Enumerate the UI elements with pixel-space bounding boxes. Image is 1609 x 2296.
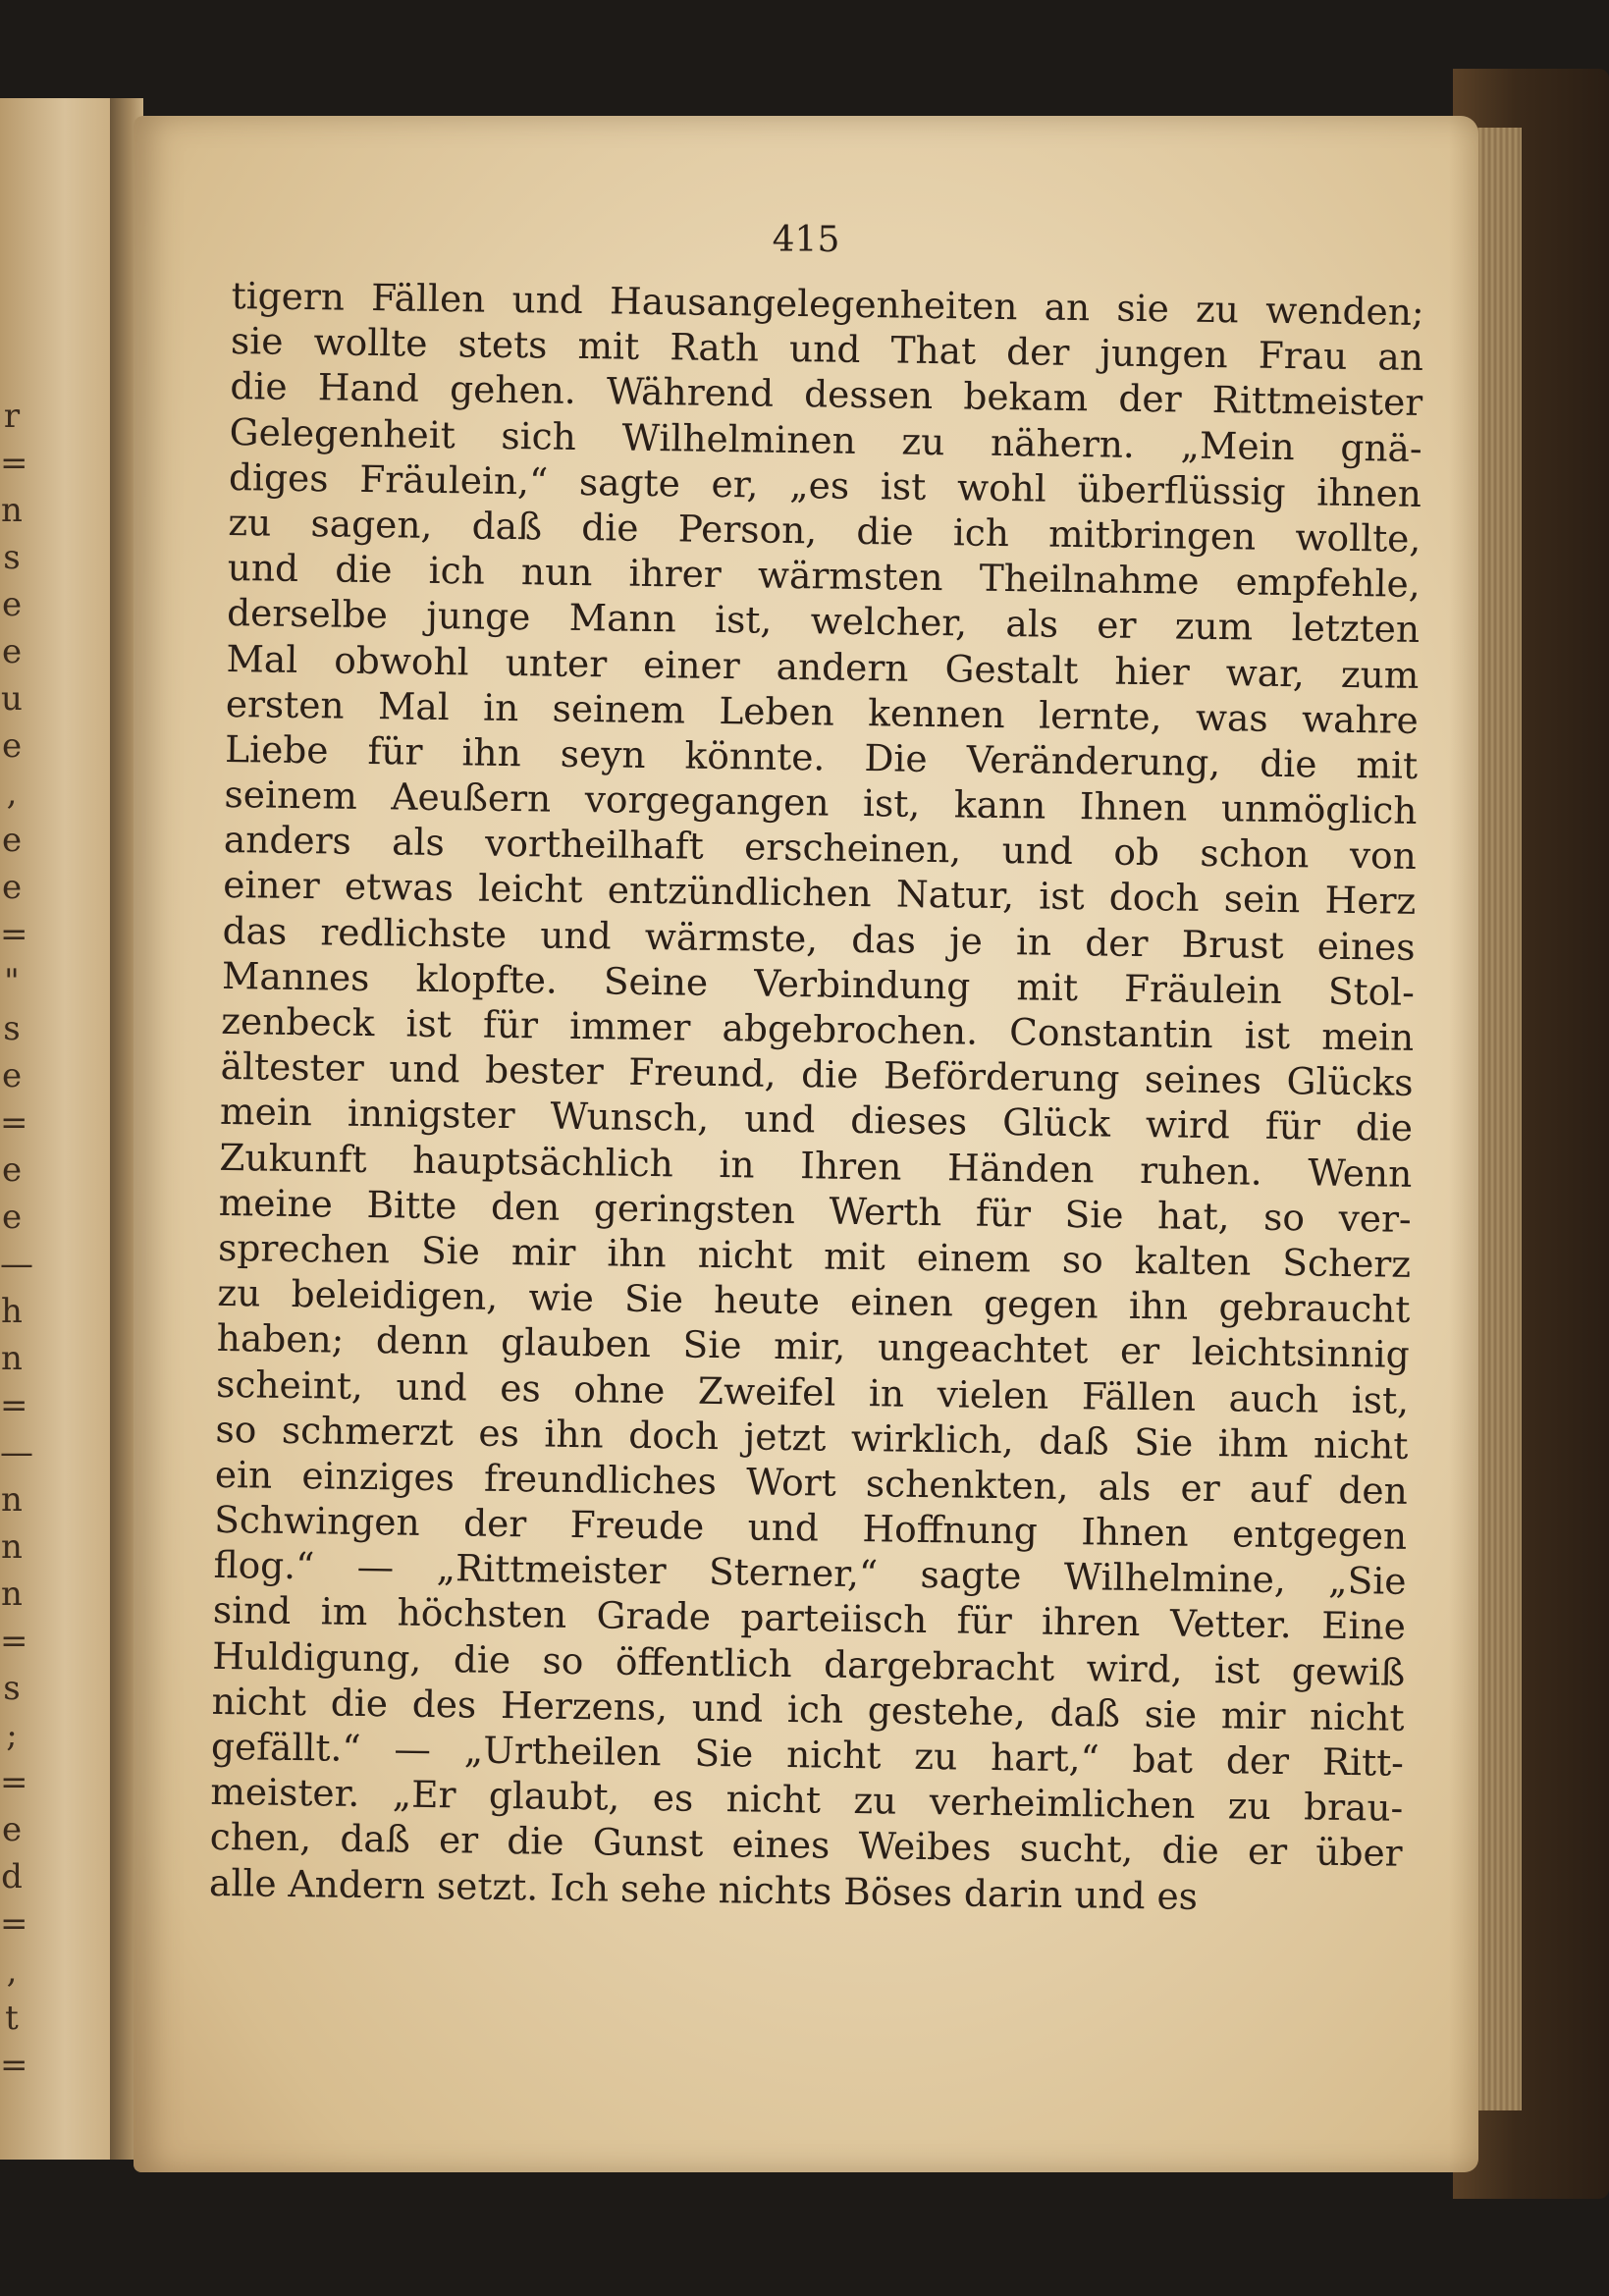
left-edge-glyph: n xyxy=(1,491,23,530)
left-edge-glyph: — xyxy=(0,1433,33,1472)
left-edge-glyph: e xyxy=(1,632,23,671)
left-edge-glyph: = xyxy=(0,1904,28,1944)
left-edge-glyph: = xyxy=(0,915,28,954)
text-line: die Hand gehen. Während dessen bekam der Rittmeister xyxy=(230,364,1423,425)
text-line: Huldigung, die so öffentlich dargebracht wird, ist gewiß xyxy=(212,1633,1406,1694)
text-line: so schmerzt es ihn doch jetzt wirklich, daß Sie ihm nicht xyxy=(215,1407,1409,1468)
left-edge-glyph: n xyxy=(1,1527,23,1567)
left-edge-glyph: d xyxy=(1,1857,23,1896)
left-edge-glyph: = xyxy=(0,1763,28,1802)
left-edge-glyph: t xyxy=(5,1999,19,2038)
text-line: sprechen Sie mir ihn nicht mit einem so kalten Scherz xyxy=(217,1225,1412,1286)
left-edge-glyph: u xyxy=(1,679,23,719)
left-edge-glyph: e xyxy=(1,1198,23,1237)
left-edge-glyph: ; xyxy=(6,1716,18,1755)
left-edge-glyph: e xyxy=(1,585,23,624)
text-line: Schwingen der Freude und Hoffnung Ihnen entgegen xyxy=(213,1497,1408,1558)
left-edge-glyph: = xyxy=(0,2046,28,2085)
text-line: mein innigster Wunsch, und dieses Glück wird für die xyxy=(219,1090,1414,1150)
text-line: einer etwas leicht entzündlichen Natur, ist doch sein Herz xyxy=(222,863,1417,924)
left-edge-glyph: = xyxy=(0,1622,28,1661)
left-edge-glyph: e xyxy=(1,1150,23,1190)
left-edge-glyph: e xyxy=(1,821,23,860)
text-line: Mannes klopfte. Seine Verbindung mit Fräulein Stol- xyxy=(221,953,1416,1014)
text-line: derselbe junge Mann ist, welcher, als er zum letzten xyxy=(226,591,1421,652)
left-edge-glyph: h xyxy=(1,1292,23,1331)
text-line: diges Fräulein,“ sagte er, „es ist wohl überflüssig ihnen xyxy=(228,454,1422,515)
book-page xyxy=(134,116,1478,2172)
text-line: anders als vortheilhaft erscheinen, und ob schon von xyxy=(223,818,1418,879)
left-page-glyphs xyxy=(0,393,33,2089)
left-edge-glyph: , xyxy=(6,1951,18,1991)
text-line: scheint, und es ohne Zweifel in vielen Fällen auch ist, xyxy=(215,1362,1410,1422)
text-line: sie wollte stets mit Rath und That der jungen Frau an xyxy=(230,319,1424,380)
text-line: sind im höchsten Grade parteiisch für ihren Vetter. Eine xyxy=(212,1588,1407,1649)
left-edge-glyph: e xyxy=(1,1810,23,1849)
text-line: Gelegenheit sich Wilhelminen zu nähern. „Mein gnä- xyxy=(229,409,1422,470)
text-line: das redlichste und wärmste, das je in der Brust eines xyxy=(222,908,1416,969)
page-text-block xyxy=(209,273,1424,1922)
text-line: Mal obwohl unter einer andern Gestalt hier war, zum xyxy=(226,636,1420,697)
text-line: alle Andern setzt. Ich sehe nichts Böses darin und es xyxy=(208,1860,1199,1918)
left-edge-glyph: s xyxy=(3,538,21,577)
text-line: meine Bitte den geringsten Werth für Sie hat, so ver- xyxy=(218,1180,1412,1241)
text-line: meister. „Er glaubt, es nicht zu verheimlichen zu brau- xyxy=(210,1770,1404,1830)
left-edge-glyph: = xyxy=(0,1103,28,1143)
left-edge-glyph: = xyxy=(0,1386,28,1425)
text-line: Zukunft hauptsächlich in Ihren Händen ruhen. Wenn xyxy=(219,1135,1413,1196)
left-edge-glyph: s xyxy=(3,1009,21,1048)
text-line: zu sagen, daß die Person, die ich mitbringen wollte, xyxy=(228,500,1421,561)
left-edge-glyph: e xyxy=(1,726,23,766)
page-number: 415 xyxy=(772,220,840,260)
left-page-edge xyxy=(0,98,118,2160)
text-line: ein einziges freundliches Wort schenkten, als er auf den xyxy=(214,1452,1409,1513)
text-line: und die ich nun ihrer wärmsten Theilnahme empfehle, xyxy=(227,546,1421,607)
text-line: zenbeck ist für immer abgebrochen. Constantin ist mein xyxy=(221,998,1415,1059)
text-line: haben; denn glauben Sie mir, ungeachtet er leichtsinnig xyxy=(216,1316,1411,1377)
text-line: ältester und bester Freund, die Beförderung seines Glücks xyxy=(220,1044,1414,1105)
left-edge-glyph: " xyxy=(4,962,20,1001)
text-line: seinem Aeußern vorgegangen ist, kann Ihnen unmöglich xyxy=(224,773,1418,832)
left-edge-glyph: — xyxy=(0,1245,33,1284)
text-line: gefällt.“ — „Urtheilen Sie nicht zu hart,“ bat der Ritt- xyxy=(210,1724,1405,1785)
text-line: ersten Mal in seinem Leben kennen lernte, was wahre xyxy=(225,681,1420,742)
text-line: zu beleidigen, wie Sie heute einen gegen ihn gebraucht xyxy=(217,1271,1411,1331)
page-edge-shadow xyxy=(1449,116,1478,2172)
left-edge-glyph: e xyxy=(1,868,23,907)
left-edge-glyph: n xyxy=(1,1339,23,1378)
text-line: nicht die des Herzens, und ich gestehe, daß sie mir nicht xyxy=(211,1679,1405,1739)
left-edge-glyph: = xyxy=(0,444,28,483)
left-edge-glyph: n xyxy=(1,1480,23,1520)
text-line: chen, daß er die Gunst eines Weibes sucht, die er über xyxy=(209,1815,1403,1876)
left-edge-glyph: r xyxy=(3,397,21,436)
left-edge-glyph: n xyxy=(1,1575,23,1614)
left-edge-glyph: , xyxy=(6,774,18,813)
left-edge-glyph: s xyxy=(3,1669,21,1708)
text-line: tigern Fällen und Hausangelegenheiten an sie zu wenden; xyxy=(231,273,1424,334)
text-line: Liebe für ihn seyn könnte. Die Veränderung, die mit xyxy=(224,726,1419,787)
left-edge-glyph: e xyxy=(1,1056,23,1095)
text-line: flog.“ — „Rittmeister Sterner,“ sagte Wilhelmine, „Sie xyxy=(213,1543,1407,1604)
